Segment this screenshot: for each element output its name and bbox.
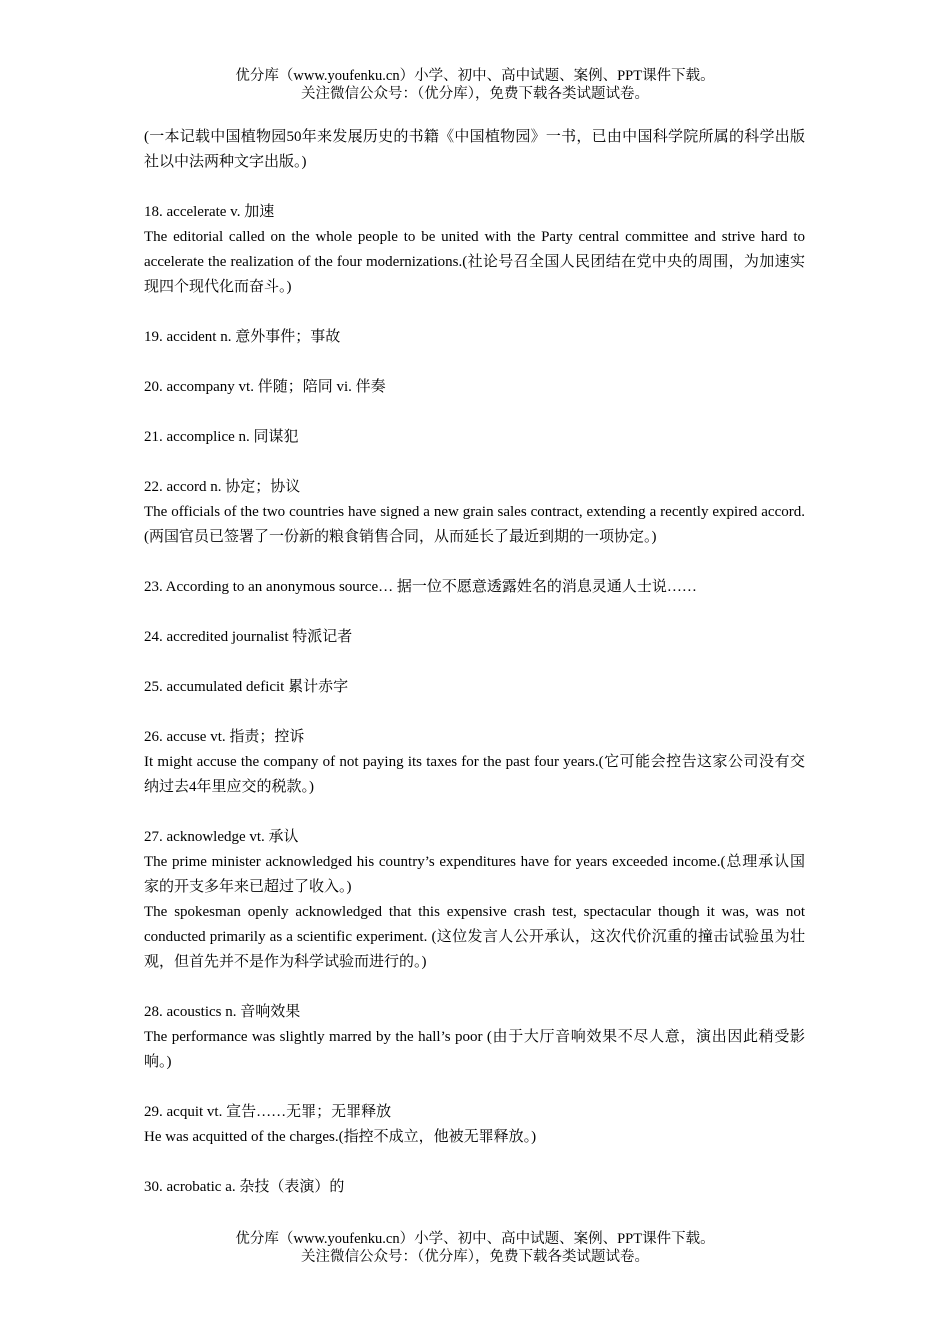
- entry-29-heading: 29. acquit vt. 宣告……无罪；无罪释放: [144, 1104, 392, 1120]
- entry-24-heading: 24. accredited journalist 特派记者: [144, 629, 353, 645]
- entry-22-heading: 22. accord n. 协定；协议: [144, 479, 301, 495]
- intro-paragraph: (一本记载中国植物园50年来发展历史的书籍《中国植物园》一书，已由中国科学院所属的科学出版社以中法两种文字出版。): [144, 129, 805, 170]
- entry-30-heading: 30. acrobatic a. 杂技（表演）的: [144, 1179, 345, 1195]
- entry-22-example: The officials of the two countries have signed a new grain sales contract, extending a recently expired accord.(两国官员已签署了一份新的粮食销售合同，从而延长了最近到期的一项协定。): [144, 504, 805, 545]
- entry-26-heading: 26. accuse vt. 指责；控诉: [144, 729, 305, 745]
- header-line-1: 优分库（www.youfenku.cn）小学、初中、高中试题、案例、PPT课件下载。: [235, 68, 715, 84]
- entry-23-heading: 23. According to an anonymous source… 据一位不愿意透露姓名的消息灵通人士说……: [144, 579, 697, 595]
- header-line-2: 关注微信公众号：（优分库），免费下载各类试题试卷。: [301, 86, 649, 102]
- entry-21-heading: 21. accomplice n. 同谋犯: [144, 429, 299, 445]
- page-footer: [0, 1230, 950, 1266]
- entry-18-example: The editorial called on the whole people to be united with the Party central committee and strive hard to accelerate the realization of the four modernizations.(社论号召全国人民团结在党中央的周围，为加速实现四个现代化而奋斗。): [144, 229, 805, 295]
- entry-27-example-2: The spokesman openly acknowledged that this expensive crash test, spectacular though it was, was not conducted primarily as a scientific experiment. (这位发言人公开承认，这次代价沉重的撞击试验虽为壮观，但首先并不是作为科学试验而进行的。): [144, 904, 805, 970]
- entry-25-heading: 25. accumulated deficit 累计赤字: [144, 679, 349, 695]
- entry-19-heading: 19. accident n. 意外事件；事故: [144, 329, 341, 345]
- document-body: [144, 125, 805, 1200]
- entry-27-heading: 27. acknowledge vt. 承认: [144, 829, 299, 845]
- entry-28-heading: 28. acoustics n. 音响效果: [144, 1004, 301, 1020]
- page-header: [0, 67, 950, 103]
- entry-27-example-1: The prime minister acknowledged his country’s expenditures have for years exceeded income.(总理承认国家的开支多年来已超过了收入。): [144, 854, 805, 895]
- entry-28-example: The performance was slightly marred by the hall’s poor (由于大厅音响效果不尽人意，演出因此稍受影响。): [144, 1029, 805, 1070]
- entry-29-example: He was acquitted of the charges.(指控不成立，他被无罪释放。): [144, 1129, 537, 1145]
- entry-18-heading: 18. accelerate v. 加速: [144, 204, 275, 220]
- footer-line-2: 关注微信公众号：（优分库），免费下载各类试题试卷。: [301, 1249, 649, 1265]
- entry-26-example: It might accuse the company of not paying its taxes for the past four years.(它可能会控告这家公司没有交纳过去4年里应交的税款。): [144, 754, 805, 795]
- footer-line-1: 优分库（www.youfenku.cn）小学、初中、高中试题、案例、PPT课件下载。: [235, 1231, 715, 1247]
- entry-20-heading: 20. accompany vt. 伴随；陪同 vi. 伴奏: [144, 379, 386, 395]
